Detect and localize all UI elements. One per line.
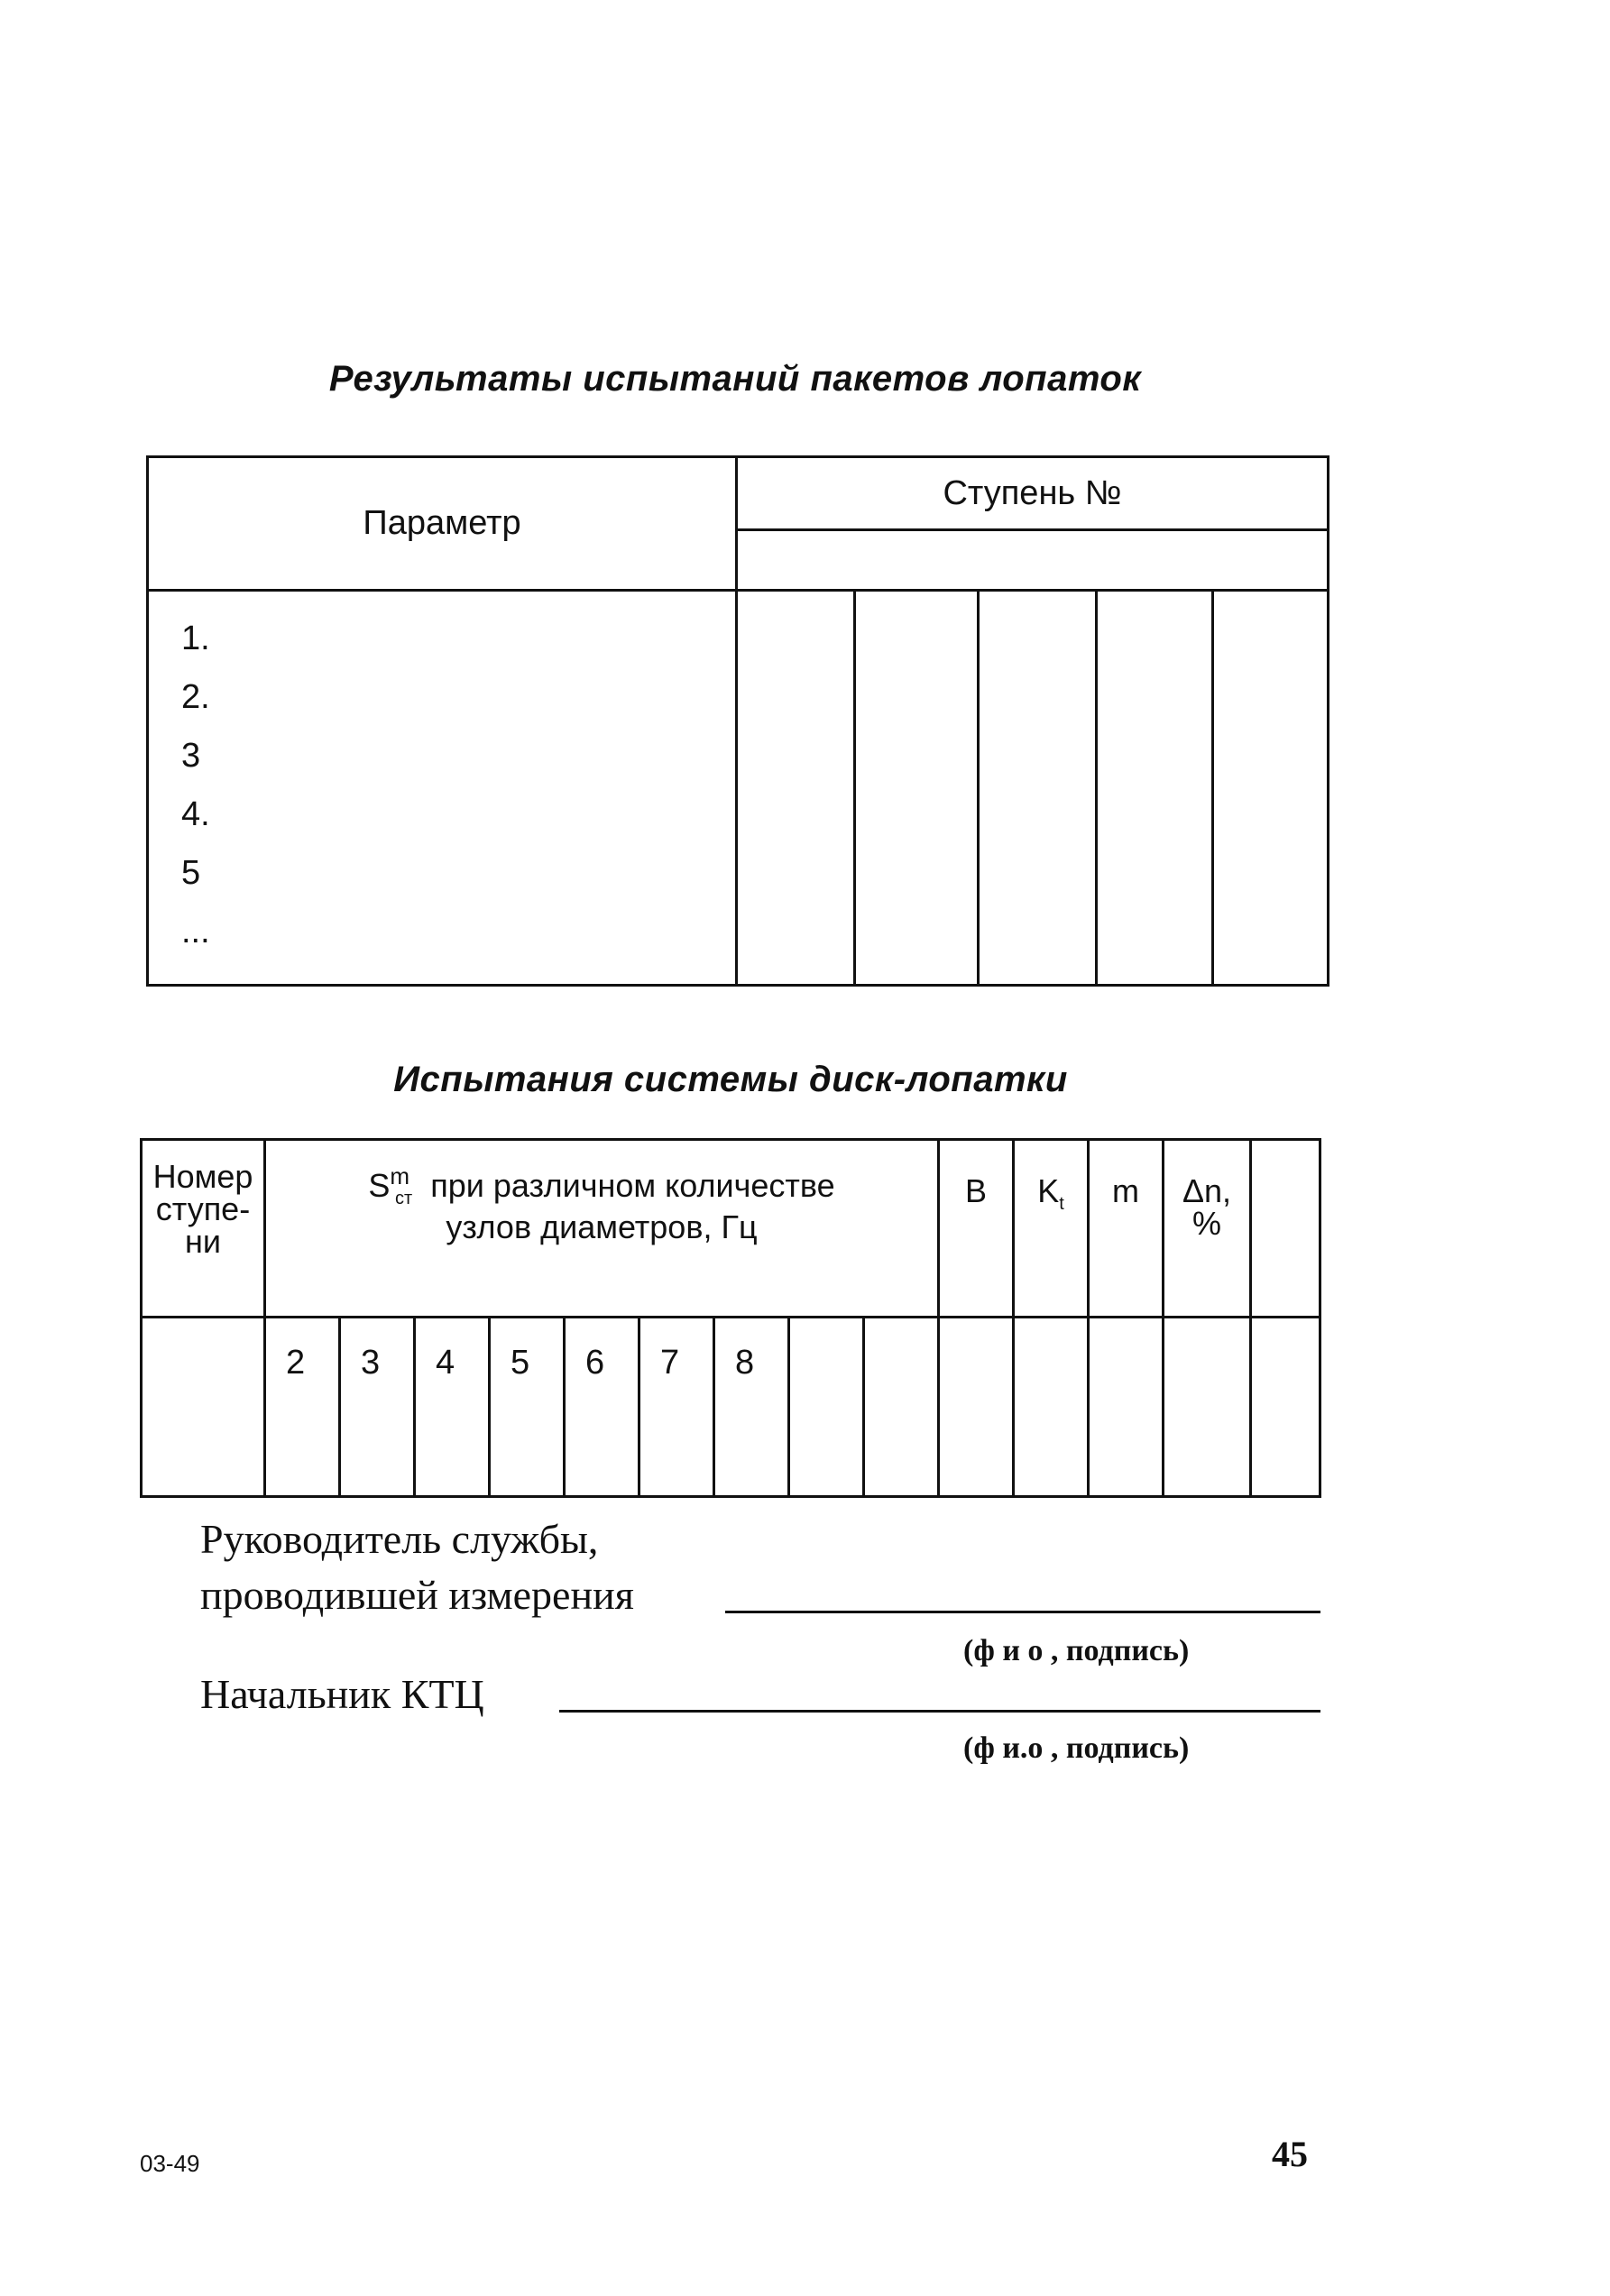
delta-n-cell <box>1164 1318 1251 1497</box>
delta-n-line1: Δn, <box>1182 1172 1232 1209</box>
stage-number-header <box>142 1140 265 1318</box>
node-count-cell: 5 <box>490 1318 565 1497</box>
node-count-cell: 2 <box>265 1318 340 1497</box>
node-count-cell: 8 <box>714 1318 789 1497</box>
head-of-service-label-line1: Руководитель службы, <box>200 1516 599 1562</box>
parameter-item: 4. <box>181 795 210 833</box>
parameter-list <box>148 591 737 986</box>
stage-column <box>979 591 1097 986</box>
node-count-cell: 4 <box>415 1318 490 1497</box>
parameter-item: 5 <box>181 854 201 892</box>
frequency-header <box>265 1140 939 1318</box>
head-of-service-label-line2: проводившей измерения <box>200 1572 634 1618</box>
table2-title: Испытания системы диск-лопатки <box>393 1060 1068 1099</box>
blank-header <box>1251 1140 1320 1318</box>
stage-number-cell <box>142 1318 265 1497</box>
s-subscript: ст <box>395 1189 413 1208</box>
node-count-cell: 7 <box>639 1318 714 1497</box>
head-of-service-signature-line <box>725 1611 1320 1613</box>
frequency-header-text2: узлов диаметров, Гц <box>446 1208 758 1245</box>
parameter-item: 1. <box>181 620 210 657</box>
s-superscript: m <box>390 1162 410 1189</box>
b-header: B <box>939 1140 1014 1318</box>
parameter-header: Параметр <box>148 457 737 591</box>
stage-number-header: Ступень № <box>737 457 1329 530</box>
ktc-chief-hint: (ф и.о , подпись) <box>963 1731 1190 1765</box>
header-line: ступе- <box>155 1190 251 1227</box>
delta-n-header <box>1164 1140 1251 1318</box>
frequency-header-text1: при различном количестве <box>430 1167 835 1204</box>
head-of-service-hint: (ф и о , подпись) <box>963 1634 1190 1667</box>
m-cell <box>1089 1318 1164 1497</box>
stage-column <box>737 591 855 986</box>
parameter-item: 2. <box>181 678 210 716</box>
stage-column <box>855 591 979 986</box>
disk-blade-system-table <box>140 1138 1321 1498</box>
k-subscript: t <box>1059 1194 1064 1214</box>
k-header <box>1014 1140 1089 1318</box>
document-code: 03-49 <box>140 2150 200 2177</box>
delta-n-line2: % <box>1191 1205 1221 1242</box>
frequency-header-line1 <box>266 1162 937 1209</box>
blank-cell <box>1251 1318 1320 1497</box>
b-cell <box>939 1318 1014 1497</box>
k-cell <box>1014 1318 1089 1497</box>
s-symbol: S <box>368 1167 391 1204</box>
ktc-chief-label: Начальник КТЦ <box>200 1671 484 1717</box>
k-symbol: K <box>1037 1172 1060 1209</box>
stage-number-blank <box>737 530 1329 591</box>
parameter-item: 3 <box>181 737 201 775</box>
node-count-cell-empty <box>789 1318 864 1497</box>
m-header: m <box>1089 1140 1164 1318</box>
stage-column <box>1213 591 1329 986</box>
header-line: ни <box>185 1223 221 1260</box>
parameter-item: ... <box>181 913 210 951</box>
blade-packet-results-table <box>146 455 1329 987</box>
page-number: 45 <box>1272 2134 1308 2174</box>
table1-title: Результаты испытаний пакетов лопаток <box>328 359 1142 399</box>
stage-column <box>1097 591 1213 986</box>
node-count-cell: 6 <box>565 1318 639 1497</box>
node-count-cell-empty <box>864 1318 939 1497</box>
header-line: Номер <box>152 1158 253 1195</box>
node-count-cell: 3 <box>340 1318 415 1497</box>
ktc-chief-signature-line <box>559 1710 1320 1713</box>
